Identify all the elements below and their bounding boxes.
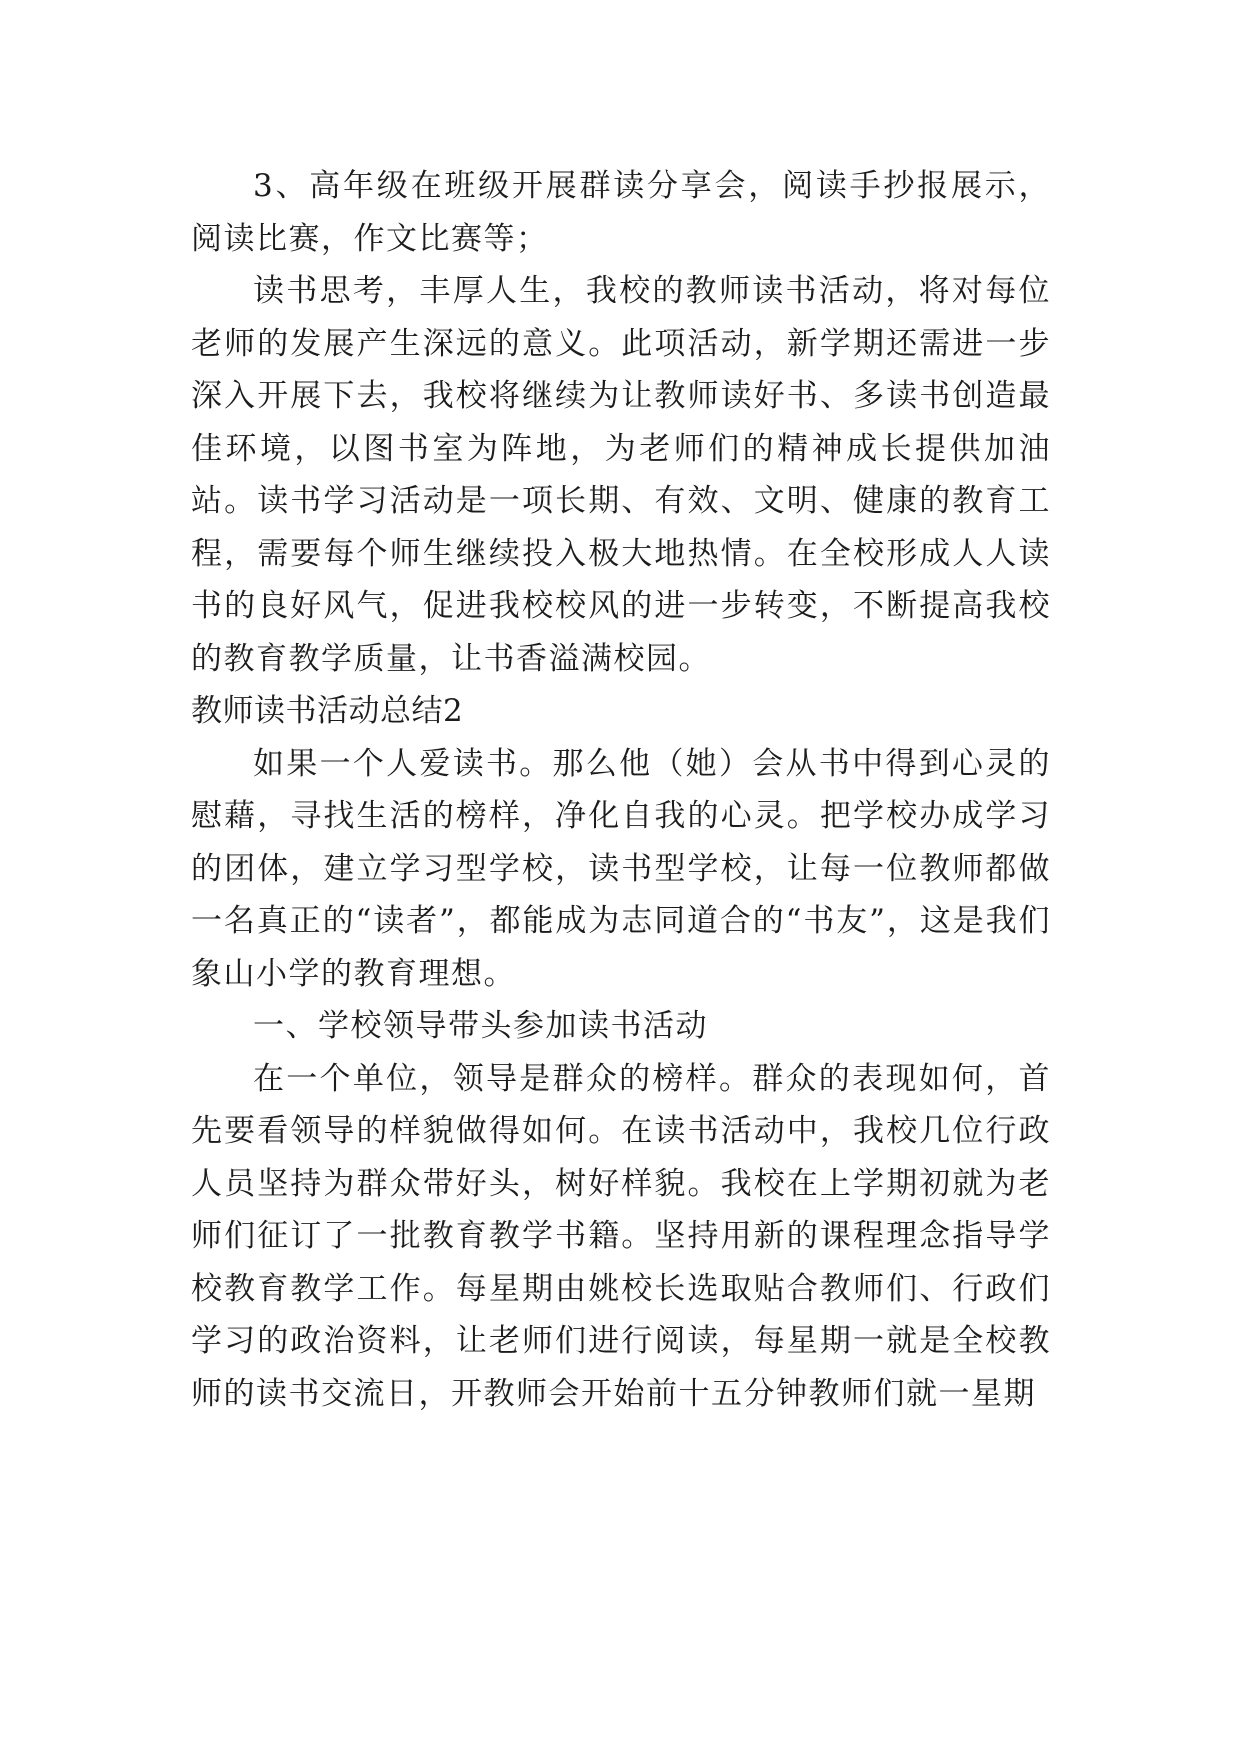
paragraph-love-reading: 如果一个人爱读书。那么他（她）会从书中得到心灵的慰藉，寻找生活的榜样，净化自我的心灵。把学校办成学习的团体，建立学习型学校，读书型学校，让每一位教师都做一名真正的“读者”，都能成为志同道合的“书友”，这是我们象山小学的教育理想。	[191, 745, 1051, 992]
subheading-leaders: 一、学校领导带头参加读书活动	[253, 1008, 708, 1044]
paragraph-reading-reflection: 读书思考，丰厚人生，我校的教师读书活动，将对每位老师的发展产生深远的意义。此项活动，新学期还需进一步深入开展下去，我校将继续为让教师读好书、多读书创造最佳环境，以图书室为阵地，为老师们的精神成长提供加油站。读书学习活动是一项长期、有效、文明、健康的教育工程，需要每个师生继续投入极大地热情。在全校形成人人读书的良好风气，促进我校校风的进一步转变，不断提高我校的教育教学质量，让书香溢满校园。	[191, 273, 1051, 677]
document-body	[191, 160, 1051, 1420]
paragraph-senior-grade-activities: 3、高年级在班级开展群读分享会，阅读手抄报展示，阅读比赛，作文比赛等；	[191, 168, 1051, 257]
paragraph-leaders-example: 在一个单位，领导是群众的榜样。群众的表现如何，首先要看领导的样貌做得如何。在读书活动中，我校几位行政人员坚持为群众带好头，树好样貌。我校在上学期初就为老师们征订了一批教育教学书籍。坚持用新的课程理念指导学校教育教学工作。每星期由姚校长选取贴合教师们、行政们学习的政治资料，让老师们进行阅读，每星期一就是全校教师的读书交流日，开教师会开始前十五分钟教师们就一星期	[191, 1060, 1051, 1412]
section-title: 教师读书活动总结2	[191, 693, 464, 729]
